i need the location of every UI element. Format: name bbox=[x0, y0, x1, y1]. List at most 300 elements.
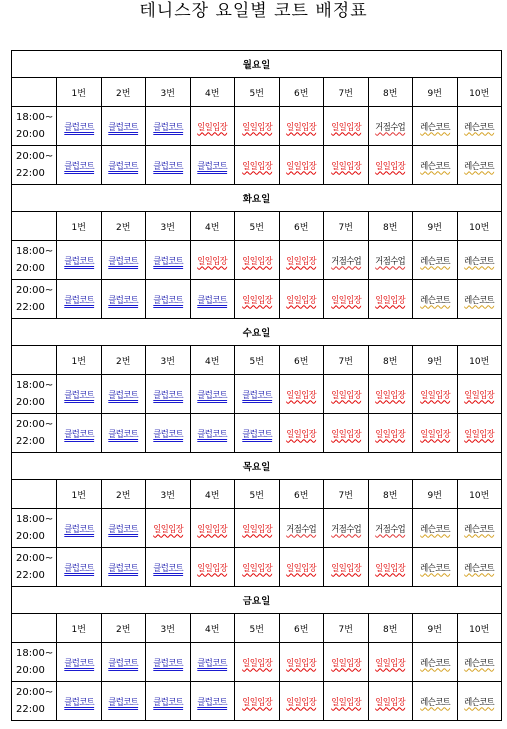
assignment-club: 클럽코트 bbox=[241, 429, 272, 440]
court-number: 5번 bbox=[235, 212, 280, 241]
assignment-lesson: 레슨코트 bbox=[419, 697, 450, 708]
court-number: 9번 bbox=[413, 212, 458, 241]
court-assignment-cell bbox=[279, 107, 324, 146]
assignment-club: 클럽코트 bbox=[63, 295, 94, 306]
court-number: 1번 bbox=[57, 212, 102, 241]
assignment-club: 클럽코트 bbox=[152, 295, 183, 306]
assignment-free: 일일입장 bbox=[197, 563, 228, 574]
court-assignment-cell bbox=[324, 682, 369, 721]
assignment-club: 클럽코트 bbox=[63, 429, 94, 440]
assignment-base: 거점수업 bbox=[330, 256, 361, 267]
court-assignment-cell bbox=[190, 643, 235, 682]
court-assignment-cell bbox=[146, 548, 191, 587]
assignment-club: 클럽코트 bbox=[63, 697, 94, 708]
assignment-lesson: 레슨코트 bbox=[419, 524, 450, 535]
court-number: 3번 bbox=[146, 212, 191, 241]
assignment-free: 일일입장 bbox=[330, 429, 361, 440]
day-name: 목요일 bbox=[12, 453, 502, 480]
court-number: 3번 bbox=[146, 480, 191, 509]
court-assignment-cell bbox=[101, 414, 146, 453]
court-assignment-cell bbox=[457, 548, 502, 587]
court-assignment-cell bbox=[279, 241, 324, 280]
court-assignment-cell bbox=[368, 241, 413, 280]
court-number: 8번 bbox=[368, 614, 413, 643]
court-number: 10번 bbox=[457, 212, 502, 241]
court-number: 9번 bbox=[413, 346, 458, 375]
time-slot-row bbox=[12, 146, 502, 185]
assignment-free: 일일입장 bbox=[286, 697, 317, 708]
court-assignment-cell bbox=[368, 509, 413, 548]
time-slot-row bbox=[12, 280, 502, 319]
court-number: 6번 bbox=[279, 614, 324, 643]
assignment-free: 일일입장 bbox=[375, 161, 406, 172]
assignment-club: 클럽코트 bbox=[152, 390, 183, 401]
assignment-free: 일일입장 bbox=[286, 390, 317, 401]
court-assignment-cell bbox=[146, 241, 191, 280]
court-number: 3번 bbox=[146, 346, 191, 375]
time-slot-row bbox=[12, 414, 502, 453]
assignment-club: 클럽코트 bbox=[152, 697, 183, 708]
assignment-free: 일일입장 bbox=[286, 122, 317, 133]
court-assignment-cell bbox=[57, 241, 102, 280]
assignment-club: 클럽코트 bbox=[108, 161, 139, 172]
assignment-free: 일일입장 bbox=[330, 390, 361, 401]
court-number: 7번 bbox=[324, 480, 369, 509]
court-assignment-cell bbox=[324, 280, 369, 319]
time-slot-row bbox=[12, 107, 502, 146]
court-number: 6번 bbox=[279, 212, 324, 241]
court-assignment-cell bbox=[368, 548, 413, 587]
assignment-lesson: 레슨코트 bbox=[464, 658, 495, 669]
court-assignment-cell bbox=[457, 375, 502, 414]
court-number: 2번 bbox=[101, 78, 146, 107]
day-header-row bbox=[12, 453, 502, 480]
court-assignment-cell bbox=[235, 107, 280, 146]
assignment-free: 일일입장 bbox=[330, 658, 361, 669]
assignment-club: 클럽코트 bbox=[63, 658, 94, 669]
time-slot-row bbox=[12, 682, 502, 721]
court-number-row bbox=[12, 614, 502, 643]
court-assignment-cell bbox=[101, 280, 146, 319]
assignment-free: 일일입장 bbox=[375, 429, 406, 440]
court-assignment-cell bbox=[190, 682, 235, 721]
court-assignment-cell bbox=[57, 146, 102, 185]
court-assignment-cell bbox=[57, 375, 102, 414]
court-assignment-cell bbox=[57, 509, 102, 548]
court-assignment-cell bbox=[101, 107, 146, 146]
assignment-club: 클럽코트 bbox=[108, 390, 139, 401]
corner-cell bbox=[12, 78, 57, 107]
corner-cell bbox=[12, 346, 57, 375]
court-assignment-cell bbox=[368, 146, 413, 185]
court-assignment-cell bbox=[368, 682, 413, 721]
day-name: 수요일 bbox=[12, 319, 502, 346]
court-number: 1번 bbox=[57, 614, 102, 643]
day-header-row bbox=[12, 319, 502, 346]
assignment-club: 클럽코트 bbox=[197, 161, 228, 172]
court-assignment-cell bbox=[368, 643, 413, 682]
court-assignment-cell bbox=[101, 548, 146, 587]
assignment-club: 클럽코트 bbox=[63, 390, 94, 401]
assignment-free: 일일입장 bbox=[241, 122, 272, 133]
court-assignment-cell bbox=[457, 107, 502, 146]
court-assignment-cell bbox=[457, 146, 502, 185]
court-number: 4번 bbox=[190, 78, 235, 107]
assignment-club: 클럽코트 bbox=[63, 256, 94, 267]
court-number: 8번 bbox=[368, 480, 413, 509]
assignment-club: 클럽코트 bbox=[152, 122, 183, 133]
court-assignment-cell bbox=[235, 414, 280, 453]
assignment-club: 클럽코트 bbox=[152, 563, 183, 574]
court-assignment-cell bbox=[279, 280, 324, 319]
court-number: 10번 bbox=[457, 346, 502, 375]
assignment-club: 클럽코트 bbox=[63, 563, 94, 574]
court-assignment-cell bbox=[57, 414, 102, 453]
assignment-free: 일일입장 bbox=[330, 697, 361, 708]
assignment-club: 클럽코트 bbox=[197, 295, 228, 306]
time-slot-label bbox=[12, 509, 57, 548]
time-start: 20:00~ bbox=[16, 151, 54, 162]
assignment-club: 클럽코트 bbox=[152, 429, 183, 440]
court-assignment-cell bbox=[146, 107, 191, 146]
court-assignment-cell bbox=[146, 375, 191, 414]
court-number: 8번 bbox=[368, 212, 413, 241]
court-assignment-cell bbox=[324, 146, 369, 185]
court-assignment-cell bbox=[413, 146, 458, 185]
time-start: 20:00~ bbox=[16, 419, 54, 430]
court-assignment-cell bbox=[279, 509, 324, 548]
court-assignment-cell bbox=[368, 280, 413, 319]
assignment-free: 일일입장 bbox=[375, 390, 406, 401]
court-number: 2번 bbox=[101, 614, 146, 643]
assignment-free: 일일입장 bbox=[330, 122, 361, 133]
court-assignment-cell bbox=[190, 548, 235, 587]
assignment-free: 일일입장 bbox=[241, 295, 272, 306]
court-assignment-cell bbox=[457, 241, 502, 280]
assignment-free: 일일입장 bbox=[375, 697, 406, 708]
schedule-body bbox=[12, 51, 502, 721]
assignment-free: 일일입장 bbox=[419, 429, 450, 440]
time-end: 22:00 bbox=[16, 704, 45, 715]
assignment-free: 일일입장 bbox=[286, 429, 317, 440]
assignment-club: 클럽코트 bbox=[108, 295, 139, 306]
court-assignment-cell bbox=[279, 682, 324, 721]
assignment-club: 클럽코트 bbox=[241, 390, 272, 401]
court-assignment-cell bbox=[324, 107, 369, 146]
court-number: 9번 bbox=[413, 614, 458, 643]
assignment-lesson: 레슨코트 bbox=[419, 563, 450, 574]
court-assignment-cell bbox=[457, 414, 502, 453]
court-assignment-cell bbox=[101, 241, 146, 280]
court-assignment-cell bbox=[146, 146, 191, 185]
assignment-club: 클럽코트 bbox=[63, 161, 94, 172]
assignment-free: 일일입장 bbox=[241, 697, 272, 708]
time-slot-row bbox=[12, 509, 502, 548]
court-assignment-cell bbox=[413, 280, 458, 319]
time-end: 22:00 bbox=[16, 570, 45, 581]
court-number: 7번 bbox=[324, 614, 369, 643]
court-assignment-cell bbox=[457, 643, 502, 682]
assignment-free: 일일입장 bbox=[286, 658, 317, 669]
court-assignment-cell bbox=[235, 643, 280, 682]
time-start: 18:00~ bbox=[16, 246, 54, 257]
time-start: 18:00~ bbox=[16, 514, 54, 525]
court-number: 7번 bbox=[324, 212, 369, 241]
court-number-row bbox=[12, 346, 502, 375]
time-slot-label bbox=[12, 548, 57, 587]
corner-cell bbox=[12, 480, 57, 509]
time-slot-label bbox=[12, 414, 57, 453]
assignment-club: 클럽코트 bbox=[108, 122, 139, 133]
time-slot-label bbox=[12, 146, 57, 185]
assignment-free: 일일입장 bbox=[241, 524, 272, 535]
time-end: 20:00 bbox=[16, 263, 45, 274]
court-number: 4번 bbox=[190, 480, 235, 509]
court-number: 10번 bbox=[457, 614, 502, 643]
court-assignment-cell bbox=[413, 414, 458, 453]
assignment-lesson: 레슨코트 bbox=[419, 295, 450, 306]
time-start: 18:00~ bbox=[16, 112, 54, 123]
court-number: 8번 bbox=[368, 78, 413, 107]
assignment-lesson: 레슨코트 bbox=[464, 563, 495, 574]
court-assignment-cell bbox=[57, 643, 102, 682]
court-number: 1번 bbox=[57, 346, 102, 375]
assignment-base: 거점수업 bbox=[375, 256, 406, 267]
court-assignment-cell bbox=[235, 280, 280, 319]
court-assignment-cell bbox=[413, 241, 458, 280]
court-assignment-cell bbox=[146, 414, 191, 453]
court-number: 6번 bbox=[279, 480, 324, 509]
time-start: 20:00~ bbox=[16, 553, 54, 564]
assignment-club: 클럽코트 bbox=[108, 697, 139, 708]
time-slot-label bbox=[12, 375, 57, 414]
court-assignment-cell bbox=[57, 107, 102, 146]
day-name: 금요일 bbox=[12, 587, 502, 614]
assignment-base: 거점수업 bbox=[330, 524, 361, 535]
court-assignment-cell bbox=[457, 509, 502, 548]
assignment-club: 클럽코트 bbox=[108, 256, 139, 267]
court-assignment-cell bbox=[413, 643, 458, 682]
assignment-club: 클럽코트 bbox=[197, 697, 228, 708]
time-end: 22:00 bbox=[16, 168, 45, 179]
time-end: 20:00 bbox=[16, 397, 45, 408]
court-assignment-cell bbox=[457, 280, 502, 319]
court-assignment-cell bbox=[101, 146, 146, 185]
time-slot-label bbox=[12, 280, 57, 319]
court-assignment-cell bbox=[235, 375, 280, 414]
assignment-free: 일일입장 bbox=[197, 256, 228, 267]
court-number: 5번 bbox=[235, 78, 280, 107]
court-assignment-cell bbox=[57, 682, 102, 721]
assignment-lesson: 레슨코트 bbox=[464, 122, 495, 133]
assignment-free: 일일입장 bbox=[330, 161, 361, 172]
assignment-free: 일일입장 bbox=[286, 161, 317, 172]
assignment-lesson: 레슨코트 bbox=[464, 295, 495, 306]
assignment-free: 일일입장 bbox=[464, 390, 495, 401]
time-slot-label bbox=[12, 107, 57, 146]
court-number: 2번 bbox=[101, 346, 146, 375]
assignment-base: 거점수업 bbox=[375, 524, 406, 535]
court-number: 6번 bbox=[279, 78, 324, 107]
court-number: 6번 bbox=[279, 346, 324, 375]
court-assignment-cell bbox=[324, 241, 369, 280]
court-assignment-cell bbox=[101, 509, 146, 548]
court-assignment-cell bbox=[146, 280, 191, 319]
court-assignment-cell bbox=[190, 414, 235, 453]
corner-cell bbox=[12, 212, 57, 241]
day-header-row bbox=[12, 587, 502, 614]
assignment-free: 일일입장 bbox=[375, 295, 406, 306]
assignment-club: 클럽코트 bbox=[197, 429, 228, 440]
assignment-lesson: 레슨코트 bbox=[419, 122, 450, 133]
court-assignment-cell bbox=[413, 509, 458, 548]
court-number: 9번 bbox=[413, 480, 458, 509]
assignment-lesson: 레슨코트 bbox=[464, 161, 495, 172]
assignment-free: 일일입장 bbox=[241, 161, 272, 172]
court-number-row bbox=[12, 480, 502, 509]
time-start: 18:00~ bbox=[16, 380, 54, 391]
court-number: 5번 bbox=[235, 480, 280, 509]
court-assignment-cell bbox=[101, 682, 146, 721]
court-assignment-cell bbox=[190, 280, 235, 319]
assignment-free: 일일입장 bbox=[330, 295, 361, 306]
assignment-free: 일일입장 bbox=[197, 122, 228, 133]
assignment-club: 클럽코트 bbox=[152, 658, 183, 669]
court-number-row bbox=[12, 212, 502, 241]
court-assignment-cell bbox=[413, 375, 458, 414]
court-assignment-cell bbox=[101, 375, 146, 414]
assignment-free: 일일입장 bbox=[375, 563, 406, 574]
court-assignment-cell bbox=[146, 682, 191, 721]
court-number: 10번 bbox=[457, 78, 502, 107]
corner-cell bbox=[12, 614, 57, 643]
court-number: 1번 bbox=[57, 480, 102, 509]
assignment-lesson: 레슨코트 bbox=[419, 161, 450, 172]
assignment-lesson: 레슨코트 bbox=[464, 524, 495, 535]
court-assignment-cell bbox=[368, 375, 413, 414]
court-number: 2번 bbox=[101, 480, 146, 509]
court-number: 10번 bbox=[457, 480, 502, 509]
court-assignment-cell bbox=[413, 682, 458, 721]
assignment-club: 클럽코트 bbox=[152, 161, 183, 172]
day-header-row bbox=[12, 185, 502, 212]
court-assignment-cell bbox=[457, 682, 502, 721]
assignment-club: 클럽코트 bbox=[152, 256, 183, 267]
court-assignment-cell bbox=[190, 509, 235, 548]
court-assignment-cell bbox=[279, 375, 324, 414]
assignment-free: 일일입장 bbox=[241, 563, 272, 574]
court-assignment-cell bbox=[235, 509, 280, 548]
court-assignment-cell bbox=[190, 375, 235, 414]
time-end: 20:00 bbox=[16, 531, 45, 542]
assignment-club: 클럽코트 bbox=[197, 390, 228, 401]
assignment-free: 일일입장 bbox=[197, 524, 228, 535]
court-number: 7번 bbox=[324, 78, 369, 107]
court-assignment-cell bbox=[57, 548, 102, 587]
time-start: 20:00~ bbox=[16, 687, 54, 698]
assignment-club: 클럽코트 bbox=[63, 122, 94, 133]
time-slot-row bbox=[12, 548, 502, 587]
assignment-club: 클럽코트 bbox=[108, 563, 139, 574]
court-assignment-cell bbox=[324, 375, 369, 414]
time-start: 18:00~ bbox=[16, 648, 54, 659]
assignment-lesson: 레슨코트 bbox=[464, 256, 495, 267]
assignment-free: 일일입장 bbox=[375, 658, 406, 669]
time-start: 20:00~ bbox=[16, 285, 54, 296]
court-number: 5번 bbox=[235, 614, 280, 643]
court-number: 7번 bbox=[324, 346, 369, 375]
court-assignment-cell bbox=[235, 548, 280, 587]
court-number: 4번 bbox=[190, 212, 235, 241]
court-assignment-cell bbox=[190, 107, 235, 146]
assignment-club: 클럽코트 bbox=[108, 429, 139, 440]
court-assignment-cell bbox=[146, 643, 191, 682]
court-assignment-cell bbox=[324, 643, 369, 682]
court-assignment-cell bbox=[279, 643, 324, 682]
court-number: 3번 bbox=[146, 614, 191, 643]
assignment-base: 거점수업 bbox=[375, 122, 406, 133]
assignment-club: 클럽코트 bbox=[197, 658, 228, 669]
assignment-free: 일일입장 bbox=[330, 563, 361, 574]
assignment-lesson: 레슨코트 bbox=[464, 697, 495, 708]
assignment-club: 클럽코트 bbox=[108, 524, 139, 535]
time-end: 20:00 bbox=[16, 129, 45, 140]
assignment-free: 일일입장 bbox=[152, 524, 183, 535]
assignment-free: 일일입장 bbox=[464, 429, 495, 440]
court-assignment-cell bbox=[413, 548, 458, 587]
assignment-free: 일일입장 bbox=[286, 295, 317, 306]
court-number: 8번 bbox=[368, 346, 413, 375]
court-assignment-cell bbox=[101, 643, 146, 682]
time-slot-label bbox=[12, 241, 57, 280]
assignment-base: 거점수업 bbox=[286, 524, 317, 535]
time-end: 22:00 bbox=[16, 302, 45, 313]
court-assignment-cell bbox=[279, 414, 324, 453]
time-slot-row bbox=[12, 643, 502, 682]
time-slot-label bbox=[12, 682, 57, 721]
court-assignment-cell bbox=[324, 509, 369, 548]
assignment-free: 일일입장 bbox=[241, 256, 272, 267]
time-end: 22:00 bbox=[16, 436, 45, 447]
assignment-free: 일일입장 bbox=[286, 256, 317, 267]
court-assignment-cell bbox=[324, 414, 369, 453]
court-assignment-cell bbox=[235, 241, 280, 280]
assignment-lesson: 레슨코트 bbox=[419, 256, 450, 267]
court-number: 4번 bbox=[190, 346, 235, 375]
court-assignment-cell bbox=[324, 548, 369, 587]
day-name: 화요일 bbox=[12, 185, 502, 212]
assignment-free: 일일입장 bbox=[419, 390, 450, 401]
court-number: 1번 bbox=[57, 78, 102, 107]
court-assignment-cell bbox=[368, 107, 413, 146]
assignment-lesson: 레슨코트 bbox=[419, 658, 450, 669]
court-assignment-cell bbox=[413, 107, 458, 146]
court-assignment-cell bbox=[368, 414, 413, 453]
assignment-club: 클럽코트 bbox=[63, 524, 94, 535]
day-header-row bbox=[12, 51, 502, 78]
court-number-row bbox=[12, 78, 502, 107]
assignment-free: 일일입장 bbox=[241, 658, 272, 669]
time-slot-label bbox=[12, 643, 57, 682]
court-assignment-cell bbox=[235, 682, 280, 721]
time-end: 20:00 bbox=[16, 665, 45, 676]
court-number: 9번 bbox=[413, 78, 458, 107]
court-number: 4번 bbox=[190, 614, 235, 643]
court-assignment-cell bbox=[279, 146, 324, 185]
time-slot-row bbox=[12, 375, 502, 414]
court-number: 3번 bbox=[146, 78, 191, 107]
court-assignment-cell bbox=[279, 548, 324, 587]
